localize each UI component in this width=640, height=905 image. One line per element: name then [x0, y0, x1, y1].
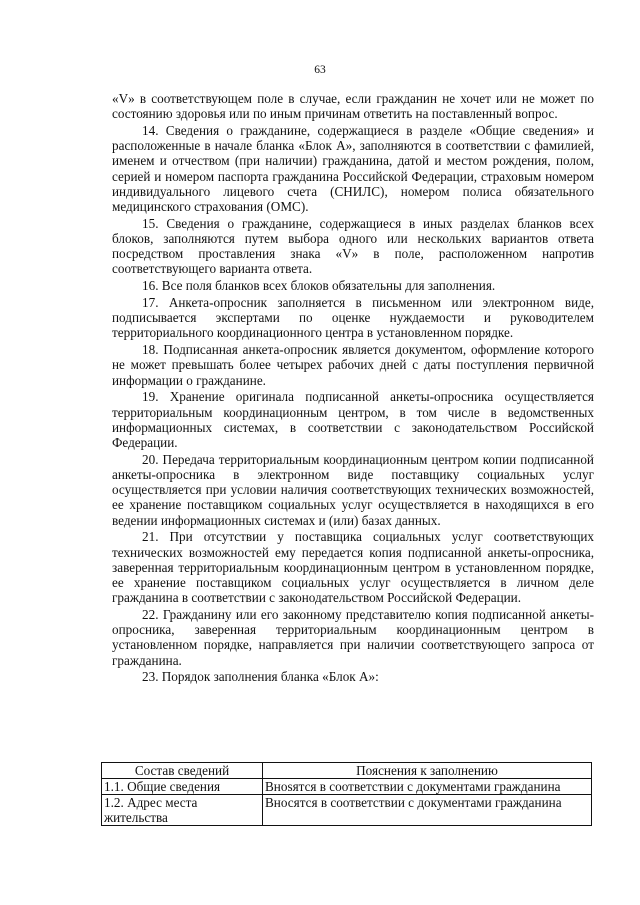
- document-body: [112, 91, 594, 686]
- paragraph-21: 21. При отсутствии у поставщика социальных услуг соответствующих технических возможностей ему передается копия подписанной анкеты-опросника, заверенная территориальным координационным центром в установленном порядке, ее хранение поставщиком социальных услуг осуществляется в личном деле гражданина в соответствии с законодательством Российской Федерации.: [112, 529, 594, 606]
- paragraph-17: 17. Анкета-опросник заполняется в письменном или электронном виде, подписывается экспертами по оценке нуждаемости и руководителем территориального координационного центра в установленном порядке.: [112, 295, 594, 341]
- block-a-table: [101, 762, 592, 826]
- table-row: [102, 795, 592, 826]
- paragraph-16: 16. Все поля бланков всех блоков обязательны для заполнения.: [142, 278, 496, 294]
- table-row: [102, 779, 592, 795]
- page-number: 63: [314, 64, 326, 76]
- paragraph-22: 22. Гражданину или его законному представителю копия подписанной анкеты-опросника, заверенная территориальным координационным центром в установленном порядке, направляется при наличии соответствующего запроса от гражданина.: [112, 607, 594, 668]
- paragraph-19: 19. Хранение оригинала подписанной анкеты-опросника осуществляется территориальным координационным центром, в том числе в ведомственных информационных системах, в соответствии с законодательством Российской Федерации.: [112, 389, 594, 451]
- table-cell-explanation: Внosятся в соответствии с документами гражданина: [263, 779, 592, 795]
- header-composition: Состав сведений: [102, 763, 263, 779]
- header-explanations: Пояснения к заполнению: [263, 763, 592, 779]
- paragraph-14: 14. Сведения о гражданине, содержащиеся в разделе «Общие сведения» и расположенные в начале бланка «Блок А», заполняются в соответствии с фамилией, именем и отчеством (при наличии) гражданина, датой и местом рождения, полом, серией и номером паспорта гражданина Российской Федерации, страховым номером индивидуального лицевого счета (СНИЛС), номером полиса обязательного медицинского страхования (ОМС).: [112, 123, 594, 215]
- table-cell-explanation: Вносятся в соответствии с документами гражданина: [263, 795, 592, 826]
- table-cell-section: 1.2. Адрес места жительства: [102, 795, 263, 826]
- paragraph-13-continuation: «V» в соответствующем поле в случае, если гражданин не хочет или не может по состоянию здоровья или по иным причинам ответить на поставленный вопрос.: [112, 91, 594, 122]
- table-header-row: [102, 763, 592, 779]
- paragraph-18: 18. Подписанная анкета-опросник является документом, оформление которого не может превышать более четырех рабочих дней с даты поступления первичной информации о гражданине.: [112, 342, 594, 388]
- table-cell-section: 1.1. Общие сведения: [102, 779, 263, 795]
- paragraph-15: 15. Сведения о гражданине, содержащиеся в иных разделах бланков всех блоков, заполняются путем выбора одного или нескольких вариантов ответа посредством проставления знака «V» в поле, расположенном напротив соответствующего варианта ответа.: [112, 215, 594, 277]
- paragraph-23: 23. Порядок заполнения бланка «Блок А»:: [142, 669, 379, 685]
- paragraph-20: 20. Передача территориальным координационным центром копии подписанной анкеты-опросника в электронном виде поставщику социальных услуг осуществляется при условии наличия соответствующих технических возможностей, ее хранение поставщиком социальных услуг осуществляется в находящихся в его ведении информационных системах и (или) базах данных.: [112, 451, 594, 528]
